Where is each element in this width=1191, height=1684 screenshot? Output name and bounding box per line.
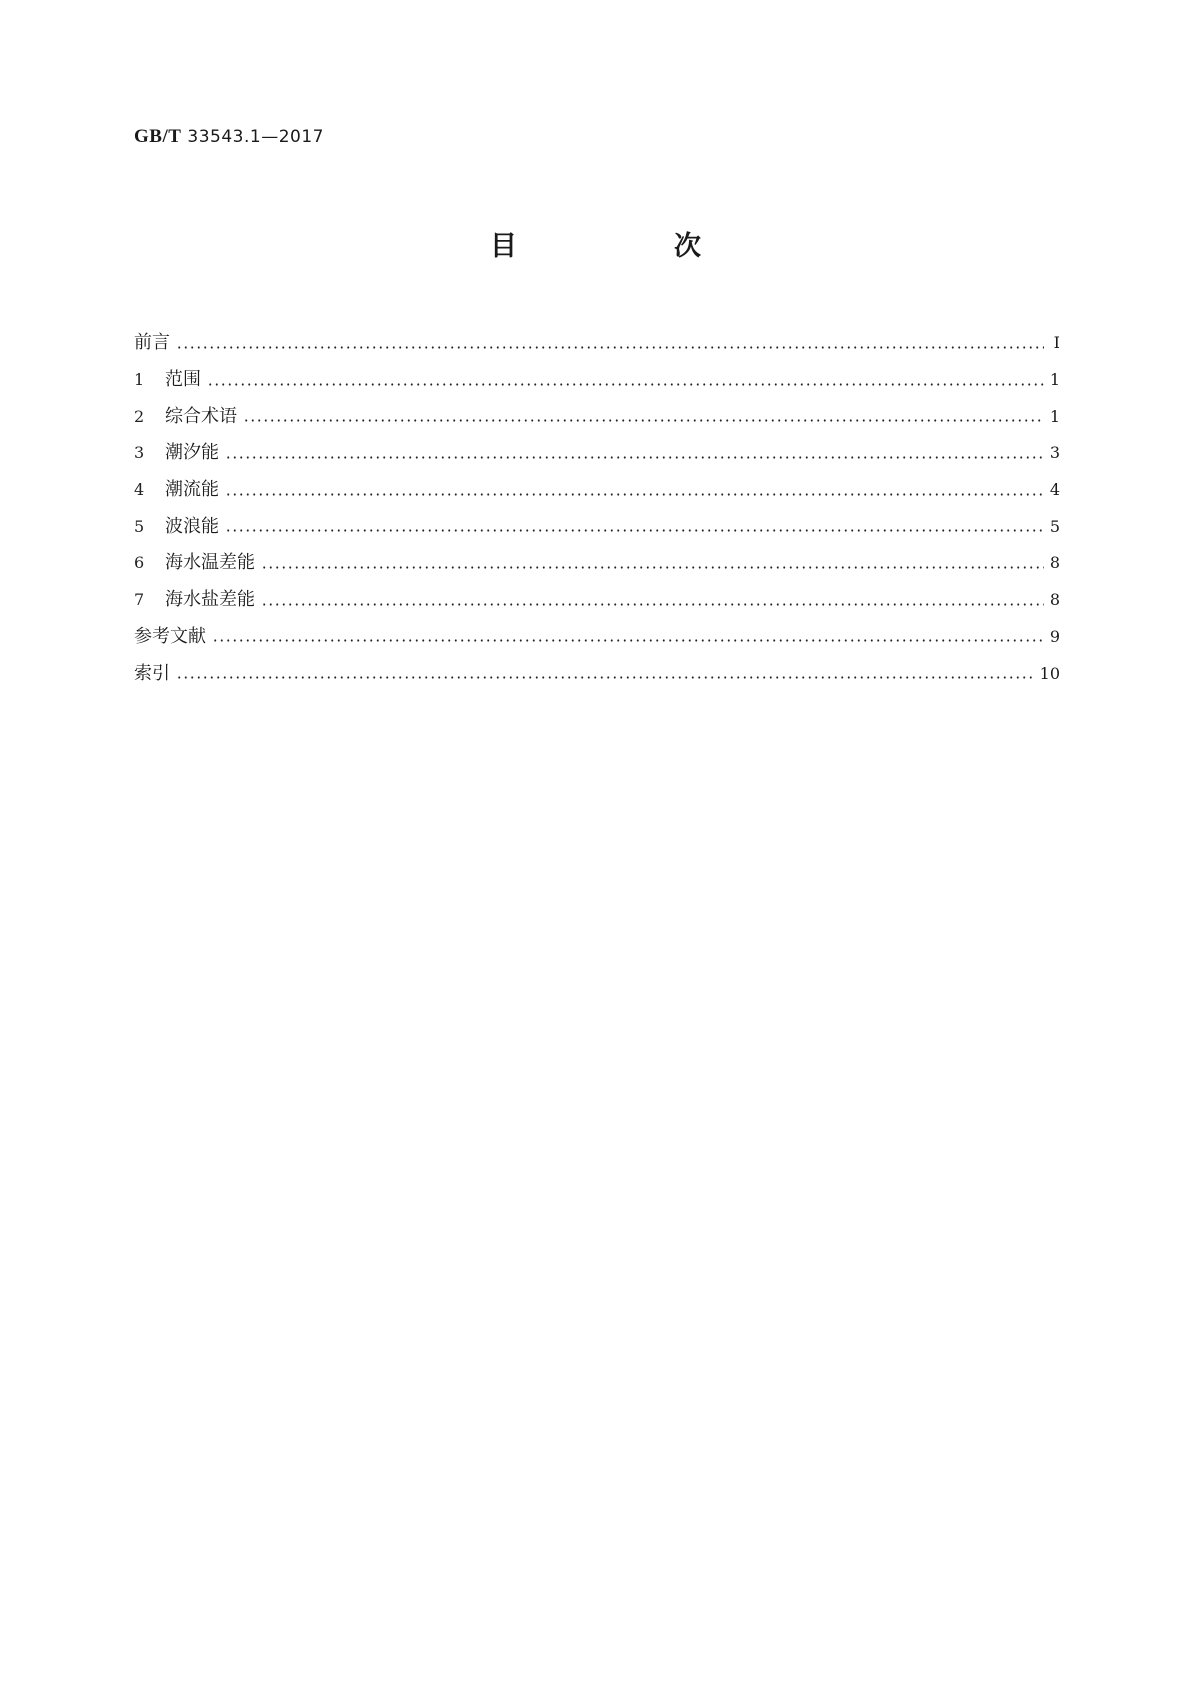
toc-entry-salinity-energy[interactable]	[134, 582, 1060, 619]
toc-entry-foreword[interactable]	[134, 325, 1060, 362]
toc-entry-tidal-energy[interactable]	[134, 435, 1060, 472]
toc-dot-leader	[225, 456, 1044, 459]
toc-entry-page: 4	[1049, 480, 1060, 500]
toc-entry-thermal-energy[interactable]	[134, 545, 1060, 582]
toc-dot-leader	[225, 493, 1044, 496]
toc-entry-page: 8	[1049, 553, 1060, 573]
toc-entry-page: 5	[1049, 516, 1060, 536]
toc-entry-page: 9	[1049, 626, 1060, 646]
toc-entry-page: 8	[1049, 590, 1060, 610]
toc-dot-leader	[225, 529, 1044, 532]
toc-entry-label: 海水盐差能	[165, 589, 255, 611]
toc-entry-label: 波浪能	[165, 515, 219, 537]
toc-entry-label: 参考文献	[134, 625, 206, 647]
toc-entry-index[interactable]	[134, 655, 1060, 692]
toc-dot-leader	[176, 676, 1034, 679]
toc-entry-label: 综合术语	[165, 405, 237, 427]
toc-entry-page: 10	[1039, 663, 1060, 683]
toc-entry-general-terms[interactable]	[134, 398, 1060, 435]
standard-code: GB/T	[134, 126, 182, 147]
toc-entry-number: 3	[134, 443, 145, 463]
toc-entry-number: 6	[134, 553, 145, 573]
toc-entry-number: 4	[134, 480, 145, 500]
toc-entry-page: 3	[1049, 443, 1060, 463]
toc-dot-leader	[261, 566, 1044, 569]
toc-title: 目 次	[490, 231, 766, 262]
toc-entry-label: 索引	[134, 662, 170, 684]
toc-entry-tidal-current-energy[interactable]	[134, 472, 1060, 509]
toc-entry-label: 前言	[134, 332, 170, 354]
toc-entry-number: 2	[134, 406, 145, 426]
toc-entry-label: 潮流能	[165, 479, 219, 501]
toc-dot-leader	[207, 383, 1044, 386]
table-of-contents	[134, 325, 1060, 692]
toc-entry-number: 1	[134, 370, 145, 390]
toc-entry-number: 7	[134, 590, 145, 610]
toc-dot-leader	[243, 419, 1044, 422]
toc-dot-leader	[261, 603, 1044, 606]
toc-entry-bibliography[interactable]	[134, 619, 1060, 656]
toc-entry-page: Ⅰ	[1053, 333, 1060, 353]
toc-entry-label: 潮汐能	[165, 442, 219, 464]
standard-id: 33543.1—2017	[187, 127, 324, 147]
toc-entry-number: 5	[134, 516, 145, 536]
toc-entry-label: 海水温差能	[165, 552, 255, 574]
toc-dot-leader	[212, 639, 1044, 642]
toc-dot-leader	[176, 346, 1044, 349]
standard-number	[134, 126, 324, 148]
toc-entry-wave-energy[interactable]	[134, 508, 1060, 545]
toc-entry-page: 1	[1049, 370, 1060, 390]
toc-entry-label: 范围	[165, 369, 201, 391]
toc-entry-scope[interactable]	[134, 362, 1060, 399]
toc-entry-page: 1	[1049, 406, 1060, 426]
